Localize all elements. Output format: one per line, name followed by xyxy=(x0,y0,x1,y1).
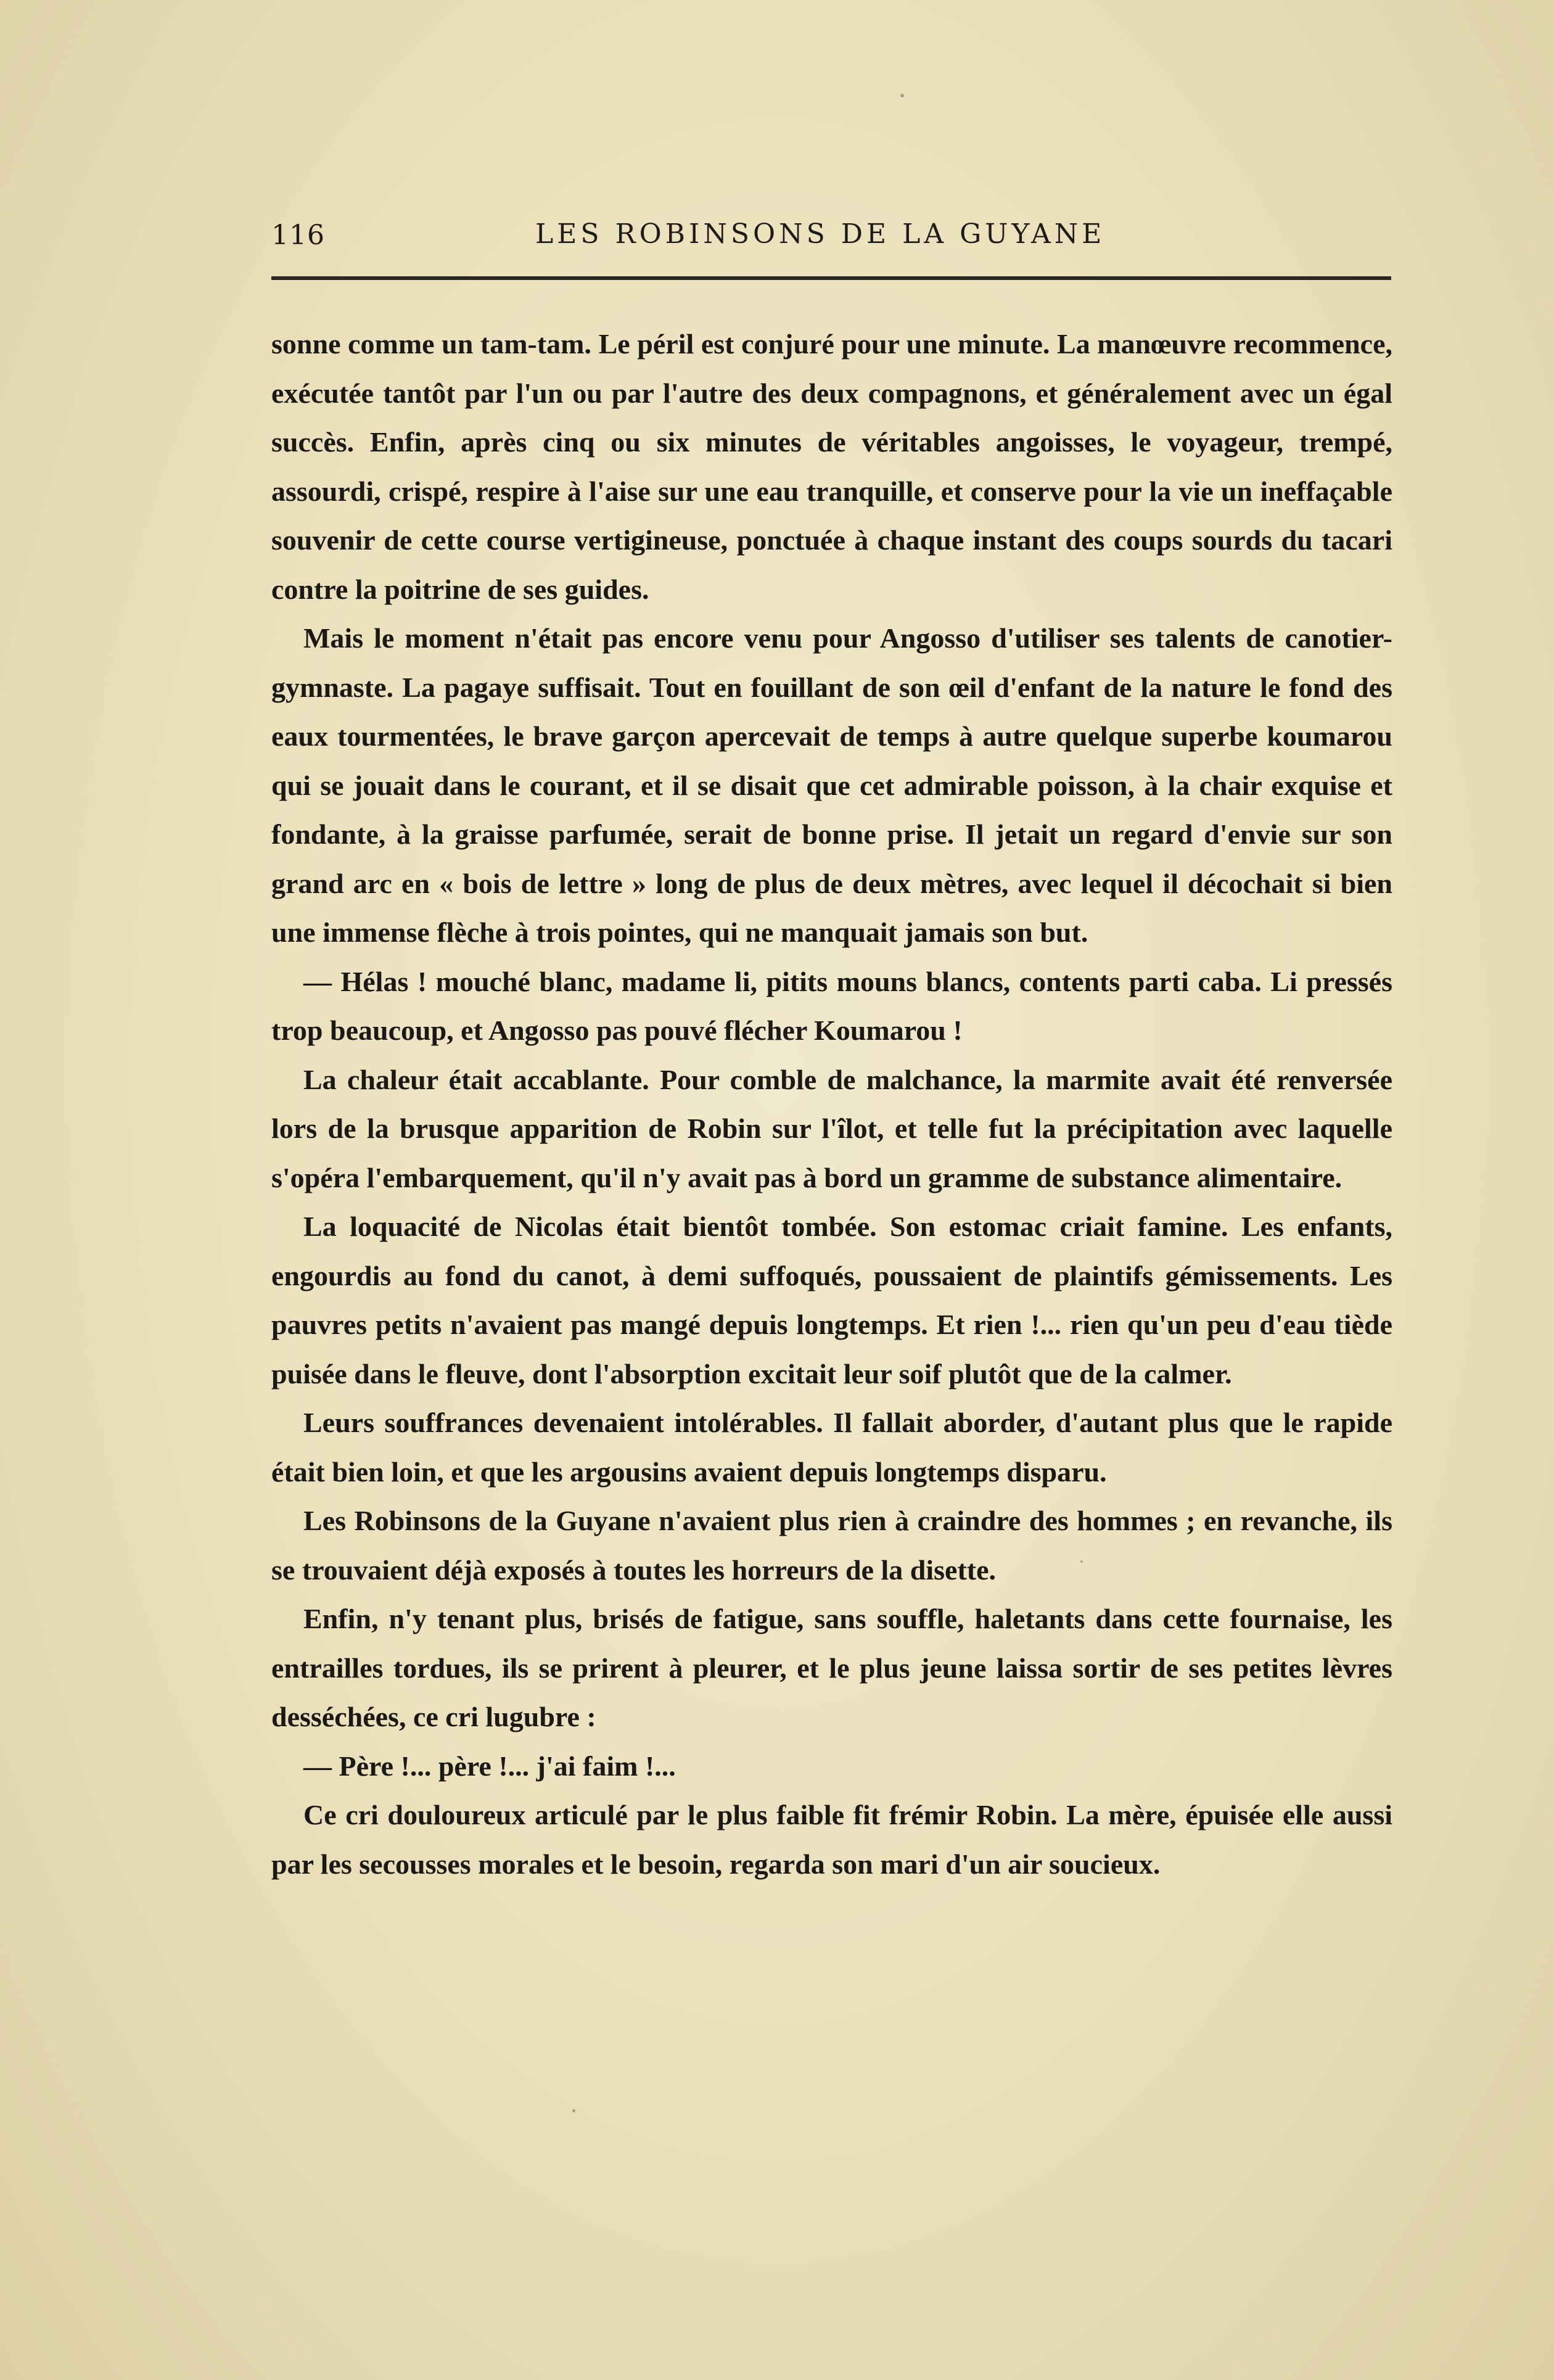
paragraph: sonne comme un tam-tam. Le péril est conjuré pour une minute. La manœuvre recommence, exécutée tantôt par l'un ou par l'autre des deux compagnons, et généralement avec un égal succès. Enfin, après cinq ou six minutes de véritables angoisses, le voyageur, trempé, assourdi, crispé, respire à l'aise sur une eau tranquille, et conserve pour la vie un ineffaçable souvenir de cette course vertigineuse, ponctuée à chaque instant des coups sourds du tacari contre la poitrine de ses guides. xyxy=(271,328,1392,605)
page-header xyxy=(271,216,1394,259)
page-number: 116 xyxy=(271,220,325,251)
header-rule xyxy=(271,276,1391,280)
paragraph: Les Robinsons de la Guyane n'avaient plus rien à craindre des hommes ; en revanche, ils se trouvaient déjà exposés à toutes les horreurs de la disette. xyxy=(271,1505,1392,1586)
paragraph: La chaleur était accablante. Pour comble de malchance, la marmite avait été renversée lors de la brusque apparition de Robin sur l'îlot, et telle fut la précipitation avec laquelle s'opéra l'embarquement, qu'il n'y avait pas à bord un gramme de substance alimentaire. xyxy=(271,1063,1392,1193)
paragraph: Mais le moment n'était pas encore venu pour Angosso d'utiliser ses talents de canotier-gymnaste. La pagaye suffisait. Tout en fouillant de son œil d'enfant de la nature le fond des eaux tourmentées, le brave garçon apercevait de temps à autre quelque superbe koumarou qui se jouait dans le courant, et il se disait que cet admirable poisson, à la chair exquise et fondante, à la graisse parfumée, serait de bonne prise. Il jetait un regard d'envie sur son grand arc en « bois de lettre » long de plus de deux mètres, avec lequel il décochait si bien une immense flèche à trois pointes, qui ne manquait jamais son but. xyxy=(271,622,1392,948)
paragraph: Leurs souffrances devenaient intolérables. Il fallait aborder, d'autant plus que le rapide était bien loin, et que les argousins avaient depuis longtemps disparu. xyxy=(271,1407,1392,1488)
paper-speck xyxy=(900,94,904,97)
paragraph: Enfin, n'y tenant plus, brisés de fatigue, sans souffle, haletants dans cette fournaise, les entrailles tordues, ils se prirent à pleurer, et le plus jeune laissa sortir de ses petites lèvres desséchées, ce cri lugubre : xyxy=(271,1603,1392,1732)
paragraph: — Hélas ! mouché blanc, madame li, pitits mouns blancs, contents parti caba. Li pressés trop beaucoup, et Angosso pas pouvé flécher Koumarou ! xyxy=(271,965,1392,1046)
paragraph: La loquacité de Nicolas était bientôt tombée. Son estomac criait famine. Les enfants, engourdis au fond du canot, à demi suffoqués, poussaient de plaintifs gémissements. Les pauvres petits n'avaient pas mangé depuis longtemps. Et rien !... rien qu'un peu d'eau tiède puisée dans le fleuve, dont l'absorption excitait leur soif plutôt que de la calmer. xyxy=(271,1211,1392,1390)
paper-speck xyxy=(572,2109,575,2112)
paper-speck xyxy=(1080,1560,1083,1563)
paragraph: — Père !... père !... j'ai faim !... xyxy=(303,1750,676,1782)
running-title: LES ROBINSONS DE LA GUYANE xyxy=(535,218,1106,250)
paragraph: Ce cri douloureux articulé par le plus faible fit frémir Robin. La mère, épuisée elle aussi par les secousses morales et le besoin, regarda son mari d'un air soucieux. xyxy=(271,1799,1392,1880)
body-text xyxy=(271,319,1392,1888)
